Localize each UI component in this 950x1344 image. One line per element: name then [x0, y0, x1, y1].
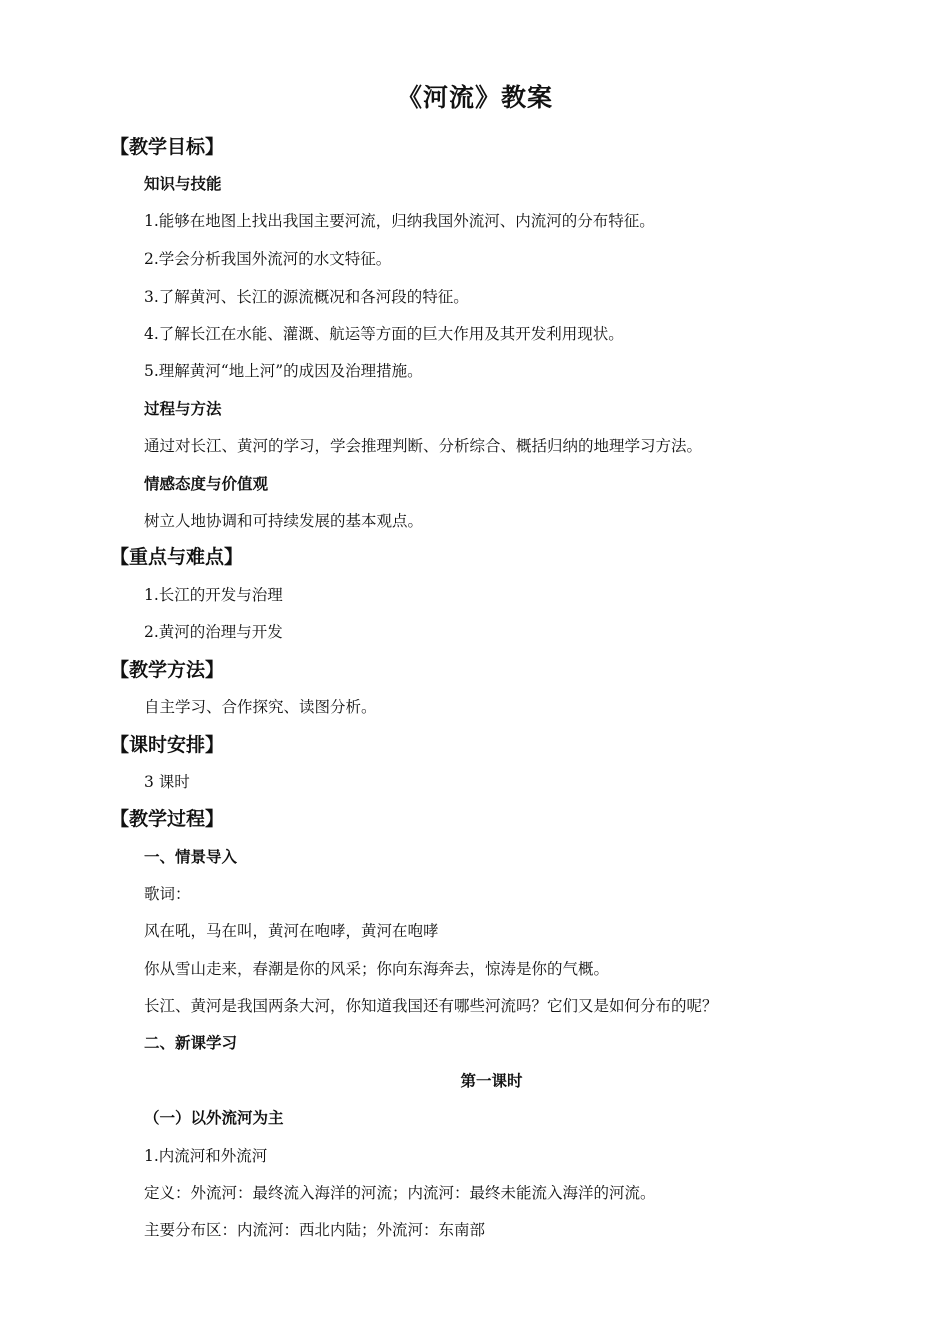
emotion-heading: 情感态度与价值观 [144, 475, 269, 493]
lesson-one-heading: 第一课时 [460, 1072, 523, 1090]
page-title: 《河流》教案 [396, 83, 553, 112]
knowledge-heading: 知识与技能 [144, 175, 222, 193]
knowledge-item: 4.了解长江在水能、灌溉、航运等方面的巨大作用及其开发利用现状。 [144, 325, 624, 343]
intro-line: 你从雪山走来，春潮是你的风采；你向东海奔去，惊涛是你的气概。 [144, 960, 610, 978]
section-schedule: 【课时安排】 [110, 734, 225, 756]
knowledge-item: 5.理解黄河“地上河”的成因及治理措施。 [144, 362, 423, 380]
section-objectives: 【教学目标】 [110, 136, 225, 158]
sub-heading: （一）以外流河为主 [144, 1109, 284, 1127]
knowledge-item: 3.了解黄河、长江的源流概况和各河段的特征。 [144, 288, 469, 306]
schedule-text: 3 课时 [144, 773, 190, 791]
intro-line: 歌词： [144, 885, 191, 903]
emotion-text: 树立人地协调和可持续发展的基本观点。 [144, 512, 424, 530]
sub-line: 定义：外流河：最终流入海洋的河流；内流河：最终未能流入海洋的河流。 [144, 1184, 656, 1202]
section-key-points: 【重点与难点】 [110, 546, 244, 568]
section-process: 【教学过程】 [110, 808, 225, 830]
intro-heading: 一、情景导入 [144, 848, 238, 866]
intro-line: 长江、黄河是我国两条大河，你知道我国还有哪些河流吗？它们又是如何分布的呢？ [144, 997, 718, 1015]
process-method-text: 通过对长江、黄河的学习，学会推理判断、分析综合、概括归纳的地理学习方法。 [144, 437, 703, 455]
key-item: 2.黄河的治理与开发 [144, 623, 283, 641]
methods-text: 自主学习、合作探究、读图分析。 [144, 698, 377, 716]
sub-line: 1.内流河和外流河 [144, 1147, 268, 1165]
section-methods: 【教学方法】 [110, 659, 225, 681]
knowledge-item: 1.能够在地图上找出我国主要河流，归纳我国外流河、内流河的分布特征。 [144, 212, 655, 230]
process-method-heading: 过程与方法 [144, 400, 222, 418]
knowledge-item: 2.学会分析我国外流河的水文特征。 [144, 250, 392, 268]
intro-line: 风在吼，马在叫，黄河在咆哮，黄河在咆哮 [144, 922, 439, 940]
new-lesson-heading: 二、新课学习 [144, 1034, 238, 1052]
sub-line: 主要分布区：内流河：西北内陆；外流河：东南部 [144, 1221, 486, 1239]
key-item: 1.长江的开发与治理 [144, 586, 283, 604]
